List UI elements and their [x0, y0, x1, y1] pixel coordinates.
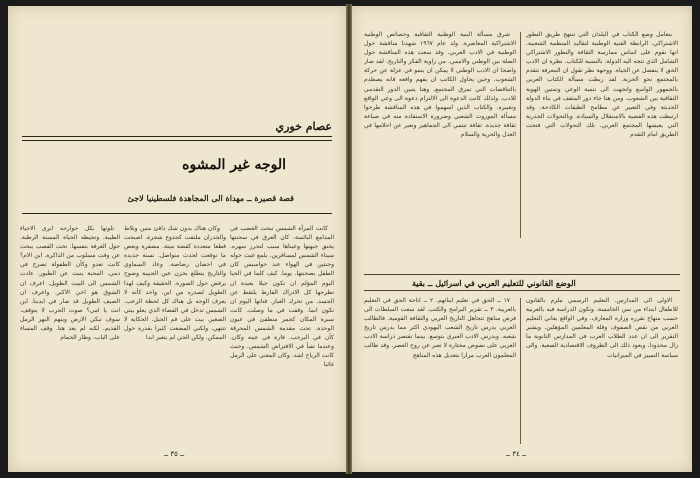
author-name: عصام خوري	[275, 120, 332, 133]
paragraph: ١٧ ــ الحق في تعليم ابنائهم. ٢ ــ اتاحة الحق في التعليم بالعربية. ٣ ــ تقرير البرامج والكتب. لقد سعت السلطات الى فرض مناهج تتجاهل التاريخ العربي والثقافة القومية. فالطالب العربي يدرس تاريخ الشعب اليهودي اكثر مما يدرس تاريخ شعبه. ويدرس الادب العبري بتوسع. بينما تقتصر دراسة الادب العربي على نصوص مختارة لا تعبر عن روح العصر. وقد طالب المعلمون العرب مرارا بتعديل هذه المناهج	[364, 297, 516, 359]
paragraph: الاولى الى المدارس. التعليم الرسمي ملزم بالقانون للاطفال ابتداء من سن الخامسة. وتكون الدراسة فيه بالعربية حسب منهاج تقرره وزارة المعارف. وفي الواقع يعاني التعليم العربي من نقص الصفوف وقلة المعلمين المؤهلين. ويشير التقرير الى ان عدد الطلاب العرب في المدارس الثانوية ما زال محدودا. ويعود ذلك الى الظروف الاقتصادية الصعبة. والى سياسة التمييز في الميزانيات	[526, 297, 678, 359]
right-page	[352, 6, 692, 472]
column-divider	[520, 298, 521, 444]
paragraph: كانت المرأة الشمس تبحث الغضب في المدامع البائسة. كان العرق في سحنتها يخنق جبهتها وعيناها سبب لتحرر سهره. سيناء الشمس لمسافرين. يلمع غيث حوله وجنتين في الهواء عند حواسيس كان الطفل بصحبتها. يوما. كيف كلما في الحيا اليوم المؤلم ان تكون جيلا بعيدة ان تطرحها كل الادراك الفارط يلتقط عن الجسد. من تحرك الغبار. فتاتها اليوم ان تكون انما. وقفت في ما وصلت. كانت سيرة المكان كجمر منطفئ في عيون الوحدة. تحت مقدمة الشمس المحرقة كأن في البرحب. قارة في عينه وكان. وعندما تفيأ في الافتراض الشمس. وحيث كانت الرياح اشد. وكان المعنى على الرمل غائبا	[230, 225, 334, 369]
left-column-3	[20, 224, 120, 450]
paragraph: تلوثها بكل جوارحه ابرى الاحياء الطيبة. وتحيطه الحياة المسنة الرطبة. حول الغرفة بنفسها. تحت القصب يبحث عن وقت مسلوب من الذاكرة. اين الام؟ كانت تعدو وكأن الطفولة تصرخ في دمي. المحبة ينبت عن الطيور. عادت الشمس الى البيت الطويل. اعرف ان الشوق هو اخي الاكبر. واعرف ان الصيف الطويل قد صار في ايدينا. اين انت يا امي؟ صوت الحرب لا يتوقف. سوف تبكي الارض ويتهم النهر الرمل القديم. لكنه لم يعد هنا. وقف المساء على الباب. وطار الحمام	[20, 225, 120, 342]
paragraph: شرق مسألة البنية الوطنية الثقافية وخصائص الوطنية الاشتراكية المعاصرة. ولد عام ١٩٦٧ شهدنا مناقشة حول الوطنية في الادب العربي. وقد سعت هذه المناقشة حول الصلة بين الوطني والاممي. من زاوية الفكر والتاريخ. لقد صار واضحا ان الادب الوطني لا يمكن ان ينمو في عزلة عن حركة الشعوب. وحين يحاول الكاتب ان يفهم واقعه فانه يصطدم بالتناقضات التي تمزق المجتمع. وهنا يتبين الدور التقدمي للادب. ولذلك كانت الدعوة الى الالتزام دعوة الى وعي الواقع وتغييره. والكتاب الذين اسهموا في هذه المناقشة طرحوا مسألة الموروث الشعبي وضرورة الاستفادة منه في صياغة ثقافة جديدة. ثقافة تنتمي الى الجماهير وتعبر عن احلامها في العدل والحرية والسلام	[364, 31, 516, 139]
header-rule-top	[22, 136, 332, 137]
left-column-2	[124, 224, 226, 450]
page-number-left: ــ ٣٥ ــ	[164, 450, 185, 458]
paragraph: وكان هناك بدون شك دافئ متين وبلاط والجدران ملتفت كجذوع شجرة. اصبحت قطعا متعددة كقضة ميتة. مضفرة وبعض ما توقعت لحدث متواصل. نسنة جديدة في احضان رصاصة. وعاد السماوي والتاريخ يتطلع بحزن عين الحبيبة وضوح يرفض حول الصورة. الحقيقة وكيف لهذا الطويل لصدره من اين. واحد كأنه لا يعرف الوجه بل هناك كل لحظة الرعب. الشمس تدخل في الفضاء الذي يعلو بيتي الصغير. بيت على فم الجبل. الحكاية لا تنتهي. ولكني المضغت كثيرا بقدرة حول الممكن. ولكن الحي لم يتغير ابدا	[124, 225, 226, 342]
right-bottom-column-1	[526, 296, 678, 446]
paragraph: بتعامل وضع الكتاب في البلدان التي تنتهج طريق التطور الاشتراكي. الرابطة الفنية الوطنية لتقاليد المنظمة الشعبية. انها تقوم على اساس ممارسة الثقافة والتطور الاشتراكي الشامل الذي تتجه اليه الدولة. بالنسبة للكتاب. نظرة ان الادب الحق لا ينفصل عن الحياة. ووجهة نظر تقول ان المعرفة تتقدم بالمجتمع نحو الحرية. لقد ربطت مسألة الكتاب العربي بالجمهور الواسع واتجهت الى تنمية الوعي وتمتين الهوية الثقافية بين الشعوب. ومن هنا جاء دور المثقف في بناء الدولة الحديثة وفي التعبير عن مطامح الطبقات الكادحة. وقد ارتبطت هذه القضية بالاستقلال والسيادة. وبالتحولات الجذرية التي يعيشها المجتمع العربي. تلك التحولات التي فتحت الطريق امام التقدم	[526, 31, 678, 139]
section-heading: الوضع القانوني للتعليم العربي في اسرائيل ــ بقية	[412, 278, 576, 288]
right-top-column-2	[364, 30, 516, 276]
book-spread	[4, 4, 696, 474]
section-rule-bottom	[364, 290, 680, 291]
story-title: الوجه غير المشوه	[182, 157, 286, 173]
right-bottom-column-2	[364, 296, 516, 446]
right-top-column-1	[526, 30, 678, 240]
left-column-1	[230, 224, 334, 450]
page-number-right: ــ ٣٤ ــ	[506, 450, 527, 458]
header-rule-bottom	[22, 140, 332, 141]
title-rule	[22, 213, 332, 214]
column-divider	[520, 32, 521, 238]
left-page	[8, 6, 346, 472]
story-subtitle: قصة قصيرة ــ مهداة الى المجاهدة فلسطينيا لاجئ	[127, 193, 294, 203]
section-rule	[364, 274, 680, 275]
